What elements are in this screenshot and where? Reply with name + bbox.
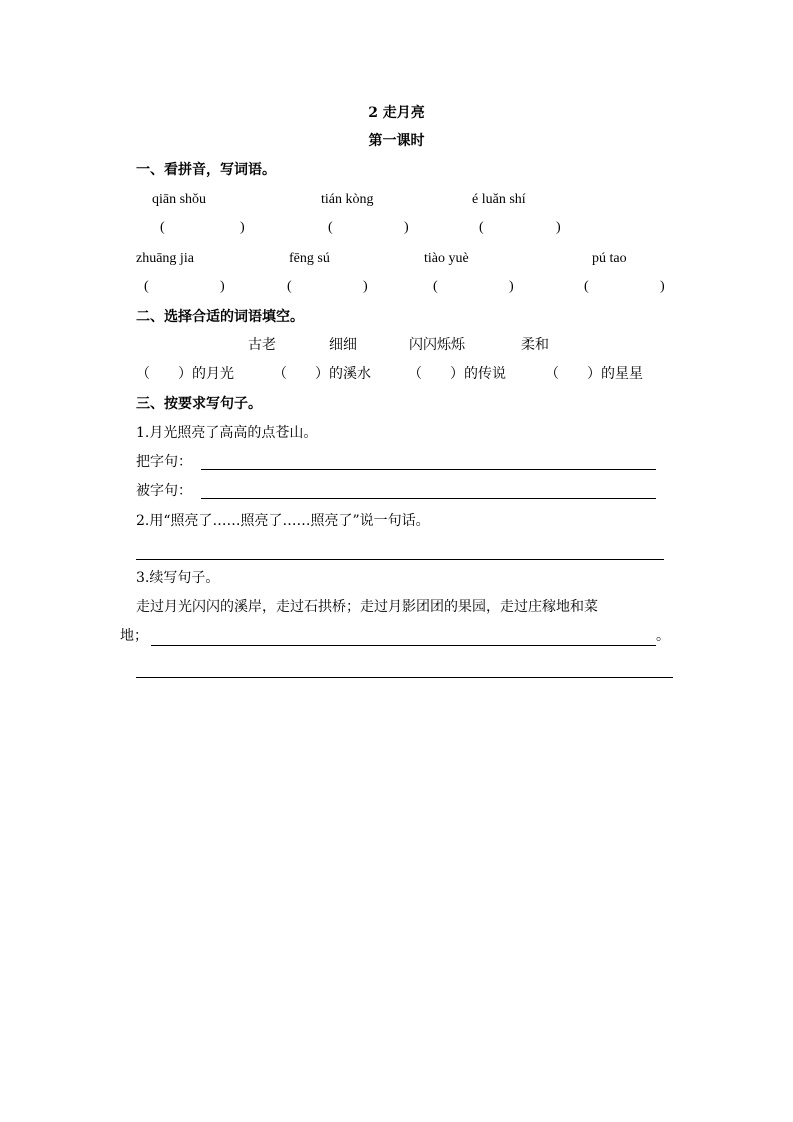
- section-2-heading: 二、选择合适的词语填空。: [136, 309, 304, 325]
- ba-sentence-label: 把字句：: [136, 454, 192, 470]
- answer-box-2[interactable]: ( ): [328, 220, 409, 235]
- answer-box-6[interactable]: ( ): [433, 279, 514, 294]
- answer-box-3[interactable]: ( ): [479, 220, 561, 235]
- word-option: 古老: [248, 337, 276, 353]
- fill-blank-2[interactable]: （ ）的溪水: [273, 366, 371, 382]
- answer-box-7[interactable]: ( ): [584, 279, 665, 294]
- question-3: 3.续写句子。: [136, 570, 220, 586]
- pinyin-4: zhuāng jia: [136, 251, 194, 266]
- question-3-answer-line[interactable]: [151, 645, 656, 646]
- question-3-text: 走过月光闪闪的溪岸，走过石拱桥；走过月影团团的果园，走过庄稼地和菜: [136, 599, 598, 615]
- section-3-heading: 三、按要求写句子。: [136, 396, 262, 412]
- bei-sentence-answer-line[interactable]: [201, 498, 656, 499]
- question-2: 2.用“照亮了……照亮了……照亮了”说一句话。: [136, 513, 430, 529]
- answer-box-1[interactable]: ( ): [160, 220, 245, 235]
- section-1-heading: 一、看拼音，写词语。: [136, 162, 276, 178]
- word-option: 闪闪烁烁: [409, 337, 465, 353]
- fill-blank-1[interactable]: （ ）的月光: [136, 366, 234, 382]
- answer-box-5[interactable]: ( ): [287, 279, 368, 294]
- word-option: 柔和: [521, 337, 549, 353]
- page-title: 2 走月亮: [368, 105, 425, 121]
- ba-sentence-answer-line[interactable]: [201, 469, 656, 470]
- question-3-end-mark: 。: [656, 628, 670, 644]
- fill-blank-4[interactable]: （ ）的星星: [545, 366, 643, 382]
- page-subtitle: 第一课时: [368, 133, 425, 149]
- pinyin-7: pú tao: [592, 251, 627, 266]
- pinyin-6: tiào yuè: [424, 251, 469, 266]
- question-3-answer-line-2[interactable]: [136, 677, 673, 678]
- bei-sentence-label: 被字句：: [136, 483, 192, 499]
- fill-blank-3[interactable]: （ ）的传说: [408, 366, 506, 382]
- pinyin-3: é luǎn shí: [472, 192, 526, 207]
- answer-box-4[interactable]: ( ): [144, 279, 225, 294]
- question-1: 1.月光照亮了高高的点苍山。: [136, 425, 318, 441]
- pinyin-2: tián kòng: [321, 192, 374, 207]
- pinyin-5: fēng sú: [289, 251, 330, 266]
- question-3-text-cont: 地；: [120, 628, 148, 644]
- question-2-answer-line[interactable]: [136, 559, 664, 560]
- pinyin-1: qiān shǒu: [152, 192, 207, 207]
- word-option: 细细: [329, 337, 357, 353]
